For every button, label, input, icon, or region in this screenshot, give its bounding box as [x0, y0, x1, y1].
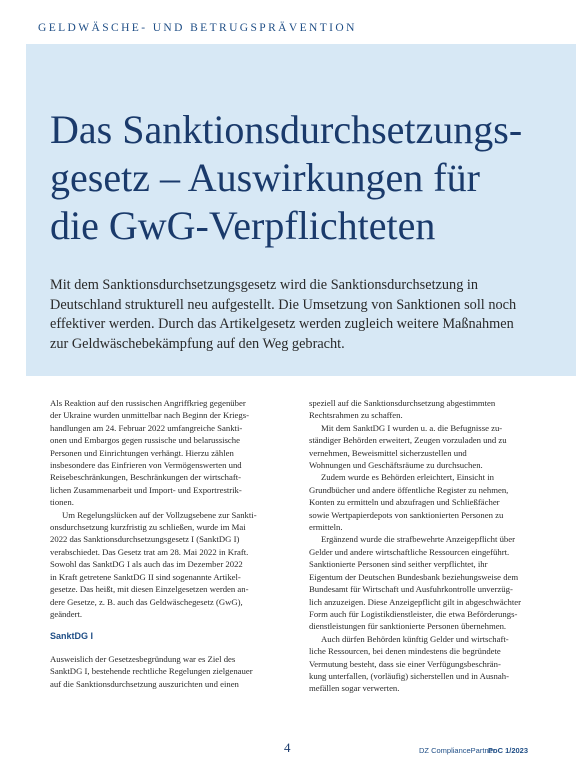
text-line: sowie Wertpapierdepots von sanktionierten Personen zu	[309, 509, 504, 520]
text-line: ermitteln.	[309, 522, 343, 533]
text-line: Gelder und andere wirtschaftliche Ressourcen eingeführt.	[309, 546, 510, 557]
text-line: Ausweislich der Gesetzesbegründung war es Ziel des	[50, 653, 236, 664]
text-line: gesetze. Das heißt, mit diesen Einzelgesetzen werden an-	[50, 584, 249, 595]
text-line: Auch dürfen Behörden künftig Gelder und wirtschaft-	[321, 633, 509, 644]
text-line: 2022 das Sanktionsdurchsetzungsgesetz I (SanktDG I)	[50, 534, 240, 545]
paragraph	[309, 471, 541, 533]
paragraph	[50, 653, 282, 690]
text-line: lichen Zusammenarbeit und Import- und Exportrestrik-	[50, 484, 242, 495]
page-number: 4	[284, 740, 291, 755]
text-line: ständiger Behörden erweitert, Zeugen vorzuladen und zu	[309, 435, 507, 446]
text-line: tionen.	[50, 497, 74, 508]
section-label: GELDWÄSCHE- UND BETRUGSPRÄVENTION	[38, 22, 357, 34]
text-line: Zudem wurde es Behörden erleichtert, Einsicht in	[321, 472, 494, 483]
paragraph	[50, 509, 282, 621]
text-line: dere Gesetze, z. B. auch das Geldwäschegesetz (GwG),	[50, 596, 243, 607]
text-line: mefällen sogar verwerten.	[309, 683, 400, 694]
text-line: der Ukraine wurden unmittelbar nach Beginn der Kriegs-	[50, 410, 250, 421]
lead-line: Mit dem Sanktionsdurchsetzungsgesetz wird die Sanktionsdurchsetzung in	[50, 277, 479, 293]
lead-line: zur Geldwäschebekämpfung auf den Weg gebracht.	[50, 335, 345, 352]
paragraph	[309, 533, 541, 632]
text-line: auf die Sanktionsdurchsetzung auszurichten und einen	[50, 678, 239, 689]
paragraph	[309, 397, 541, 422]
text-line: geändert.	[50, 608, 83, 619]
text-line: kung unterfallen, (vorläufig) sicherstellen und in Ausnah-	[309, 670, 509, 681]
text-line: liche Ressourcen, bei denen mindestens die begründete	[309, 646, 501, 657]
footer-brand: DZ CompliancePartner	[419, 746, 496, 755]
text-line: Bundesamt für Wirtschaft und Ausfuhrkontrolle unverzüg-	[309, 584, 513, 595]
text-line: vernehmen, Beweismittel sicherzustellen und	[309, 447, 467, 458]
text-line: Form auch für Logistikdienstleister, die etwa Beförderungs-	[309, 608, 518, 619]
text-line: handlungen am 24. Februar 2022 umfangreiche Sankti-	[50, 422, 243, 433]
text-line: Sanktionierte Personen sind seither verpflichtet, ihr	[309, 559, 488, 570]
headline-line: gesetz – Auswirkungen für	[50, 155, 480, 200]
text-line: Um Regelungslücken auf der Vollzugsebene zur Sankti-	[62, 509, 257, 520]
text-line: verabschiedet. Das Gesetz trat am 28. Mai 2022 in Kraft.	[50, 546, 249, 557]
text-line: onen und Embargos gegen russische und belarussische	[50, 435, 240, 446]
footer-issue: PoC 1/2023	[488, 746, 529, 755]
text-line: onsdurchsetzung kurzfristig zu schließen, wurde im Mai	[50, 522, 246, 533]
text-line: Eigentum der Deutschen Bundesbank beziehungsweise dem	[309, 571, 519, 582]
headline-line: Das Sanktionsdurchsetzungs-	[50, 107, 523, 152]
paragraph	[309, 633, 541, 695]
text-line: Reisebeschränkungen, Beschränkungen der wirtschaft-	[50, 472, 242, 483]
headline-line: die GwG-Verpflichteten	[50, 203, 436, 248]
text-line: Rechtsrahmen zu schaffen.	[309, 410, 403, 421]
lead-paragraph	[50, 276, 555, 354]
text-line: insbesondere das Einfrieren von Vermögenswerten und	[50, 460, 242, 471]
text-line: Ergänzend wurde die strafbewehrte Anzeigepflicht über	[321, 534, 516, 545]
body-column-left	[50, 397, 282, 690]
text-line: Mit dem SanktDG I wurden u. a. die Befugnisse zu-	[321, 422, 503, 433]
article-headline	[50, 106, 560, 250]
text-line: lich anzuzeigen. Diese Anzeigepflicht gilt in abgeschwächter	[309, 596, 522, 607]
lead-line: effektiver werden. Durch das Artikelgesetz werden zugleich weitere Maßnahmen	[50, 316, 514, 332]
text-line: Sowohl das SanktDG I als auch das im Dezember 2022	[50, 559, 243, 570]
text-line: speziell auf die Sanktionsdurchsetzung abgestimmten	[309, 398, 496, 408]
text-line: Personen und Einrichtungen verhängt. Hierzu zählen	[50, 447, 234, 458]
body-column-right	[309, 397, 541, 695]
text-line: dienstleistungen für sanktionierte Personen übernehmen.	[309, 621, 507, 632]
paragraph	[309, 422, 541, 472]
text-line: Als Reaktion auf den russischen Angriffkrieg gegenüber	[50, 398, 246, 408]
text-line: Vermutung besteht, dass sie einer Verfügungsbeschrän-	[309, 658, 501, 669]
subheading: SanktDG I	[50, 631, 94, 642]
text-line: in Kraft getretene SanktDG II sind sogenannte Artikel-	[50, 571, 241, 582]
text-line: Wohnungen und Geschäftsräume zu durchsuchen.	[309, 460, 483, 471]
paragraph	[50, 397, 282, 509]
text-line: Konten zu ermitteln und abzufragen und Schließfächer	[309, 497, 500, 508]
text-line: SanktDG I, bestehende rechtliche Regelungen zielgenauer	[50, 666, 253, 677]
lead-line: Deutschland strukturell neu aufgestellt. Die Umsetzung von Sanktionen soll noch	[50, 296, 517, 313]
text-line: Grundbücher und andere öffentliche Register zu nehmen,	[309, 484, 509, 495]
